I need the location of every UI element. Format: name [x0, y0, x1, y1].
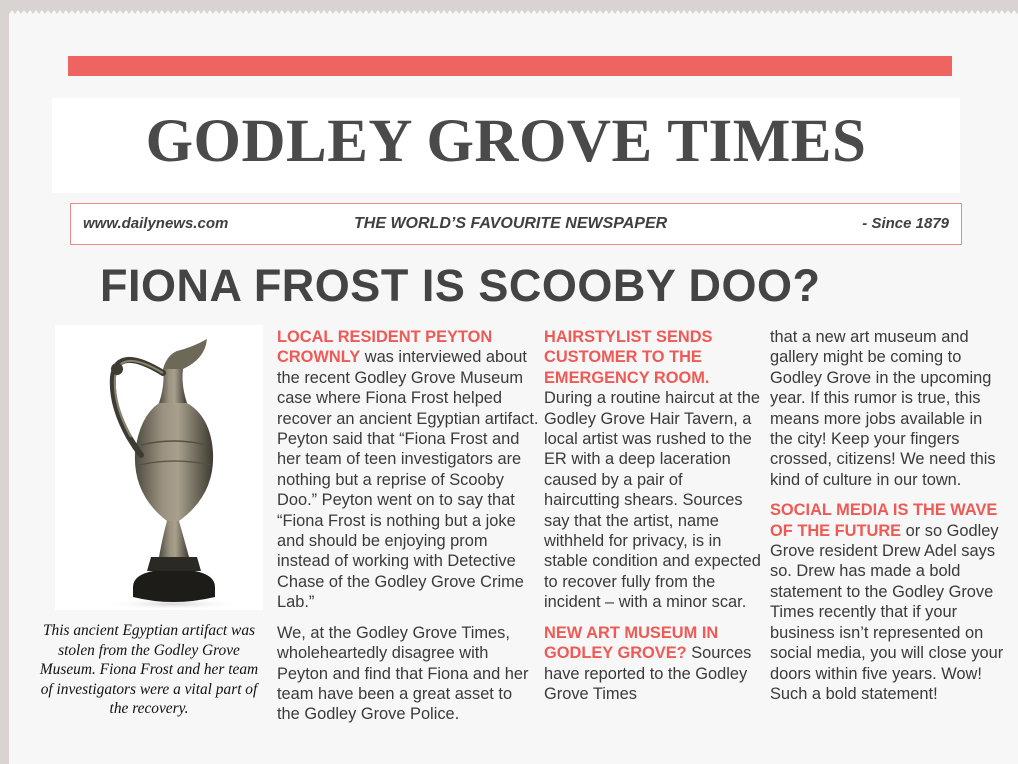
- article-heading: HAIRSTYLIST SENDS CUSTOMER TO THE EMERGENCY ROOM.: [544, 328, 713, 387]
- article-heading: SOCIAL MEDIA IS THE WAVE OF THE FUTURE: [770, 501, 998, 540]
- main-headline: FIONA FROST IS SCOOBY DOO?: [100, 260, 821, 311]
- column-3: [770, 327, 1006, 714]
- article-local-resident: [277, 327, 539, 613]
- article-body: Sources have reported to the Godley Grove Times: [544, 644, 752, 703]
- article-response: We, at the Godley Grove Times, wholeheartedly disagree with Peyton and find that Fiona and her team have been a great asset to the Godley Grove Police.: [277, 623, 529, 724]
- article-art-museum-continued: that a new art museum and gallery might be coming to Godley Grove in the upcoming year. If this rumor is true, this means more jobs available in the city! Keep your fingers crossed, citizens! We need this kind of culture in our town.: [770, 328, 996, 489]
- tagline-banner: [70, 203, 962, 245]
- artifact-photo: [55, 325, 263, 610]
- article-heading: NEW ART MUSEUM IN GODLEY GROVE?: [544, 623, 719, 663]
- article-hairstylist: [544, 327, 762, 613]
- column-2: [544, 327, 762, 714]
- accent-bar: [68, 56, 952, 76]
- photo-caption: This ancient Egyptian artifact was stolen from the Godley Grove Museum. Fiona Frost and her team of investigators were a vital part of the recovery.: [39, 622, 259, 717]
- website-link[interactable]: www.dailynews.com: [83, 215, 229, 232]
- since-year: - Since 1879: [862, 215, 949, 232]
- column-1: [277, 327, 539, 735]
- article-social-media: [770, 500, 1006, 704]
- newspaper-title: GODLEY GROVE TIMES: [145, 108, 867, 175]
- article-heading: LOCAL RESIDENT PEYTON CROWNLY: [277, 328, 493, 367]
- vase-illustration-icon: [55, 325, 263, 610]
- article-body: was interviewed about the recent Godley Grove Museum case where Fiona Frost helped recover an ancient Egyptian artifact. Peyton said that “Fiona Frost and her team of teen investigators are nothing but a reprise of Scooby Doo.” Peyton went on to say that “Fiona Frost is nothing but a joke and should be enjoying prom instead of working with Detective Chase of the Godley Grove Crime Lab.”: [277, 348, 539, 612]
- article-art-museum: [544, 623, 762, 705]
- article-body: During a routine haircut at the Godley Grove Hair Tavern, a local artist was rushed to the ER with a deep laceration caused by a pair of haircutting shears. Sources say that the artist, name withheld for privacy, is in stable condition and expected to recover fully from the incident – with a minor scar.: [544, 389, 761, 612]
- article-body: or so Godley Grove resident Drew Adel says so. Drew has made a bold statement to the Godley Grove Times recently that if your business isn’t represented on social media, you will close your doors within five years. Wow! Such a bold statement!: [770, 521, 1004, 703]
- tagline: THE WORLD’S FAVOURITE NEWSPAPER: [354, 215, 668, 232]
